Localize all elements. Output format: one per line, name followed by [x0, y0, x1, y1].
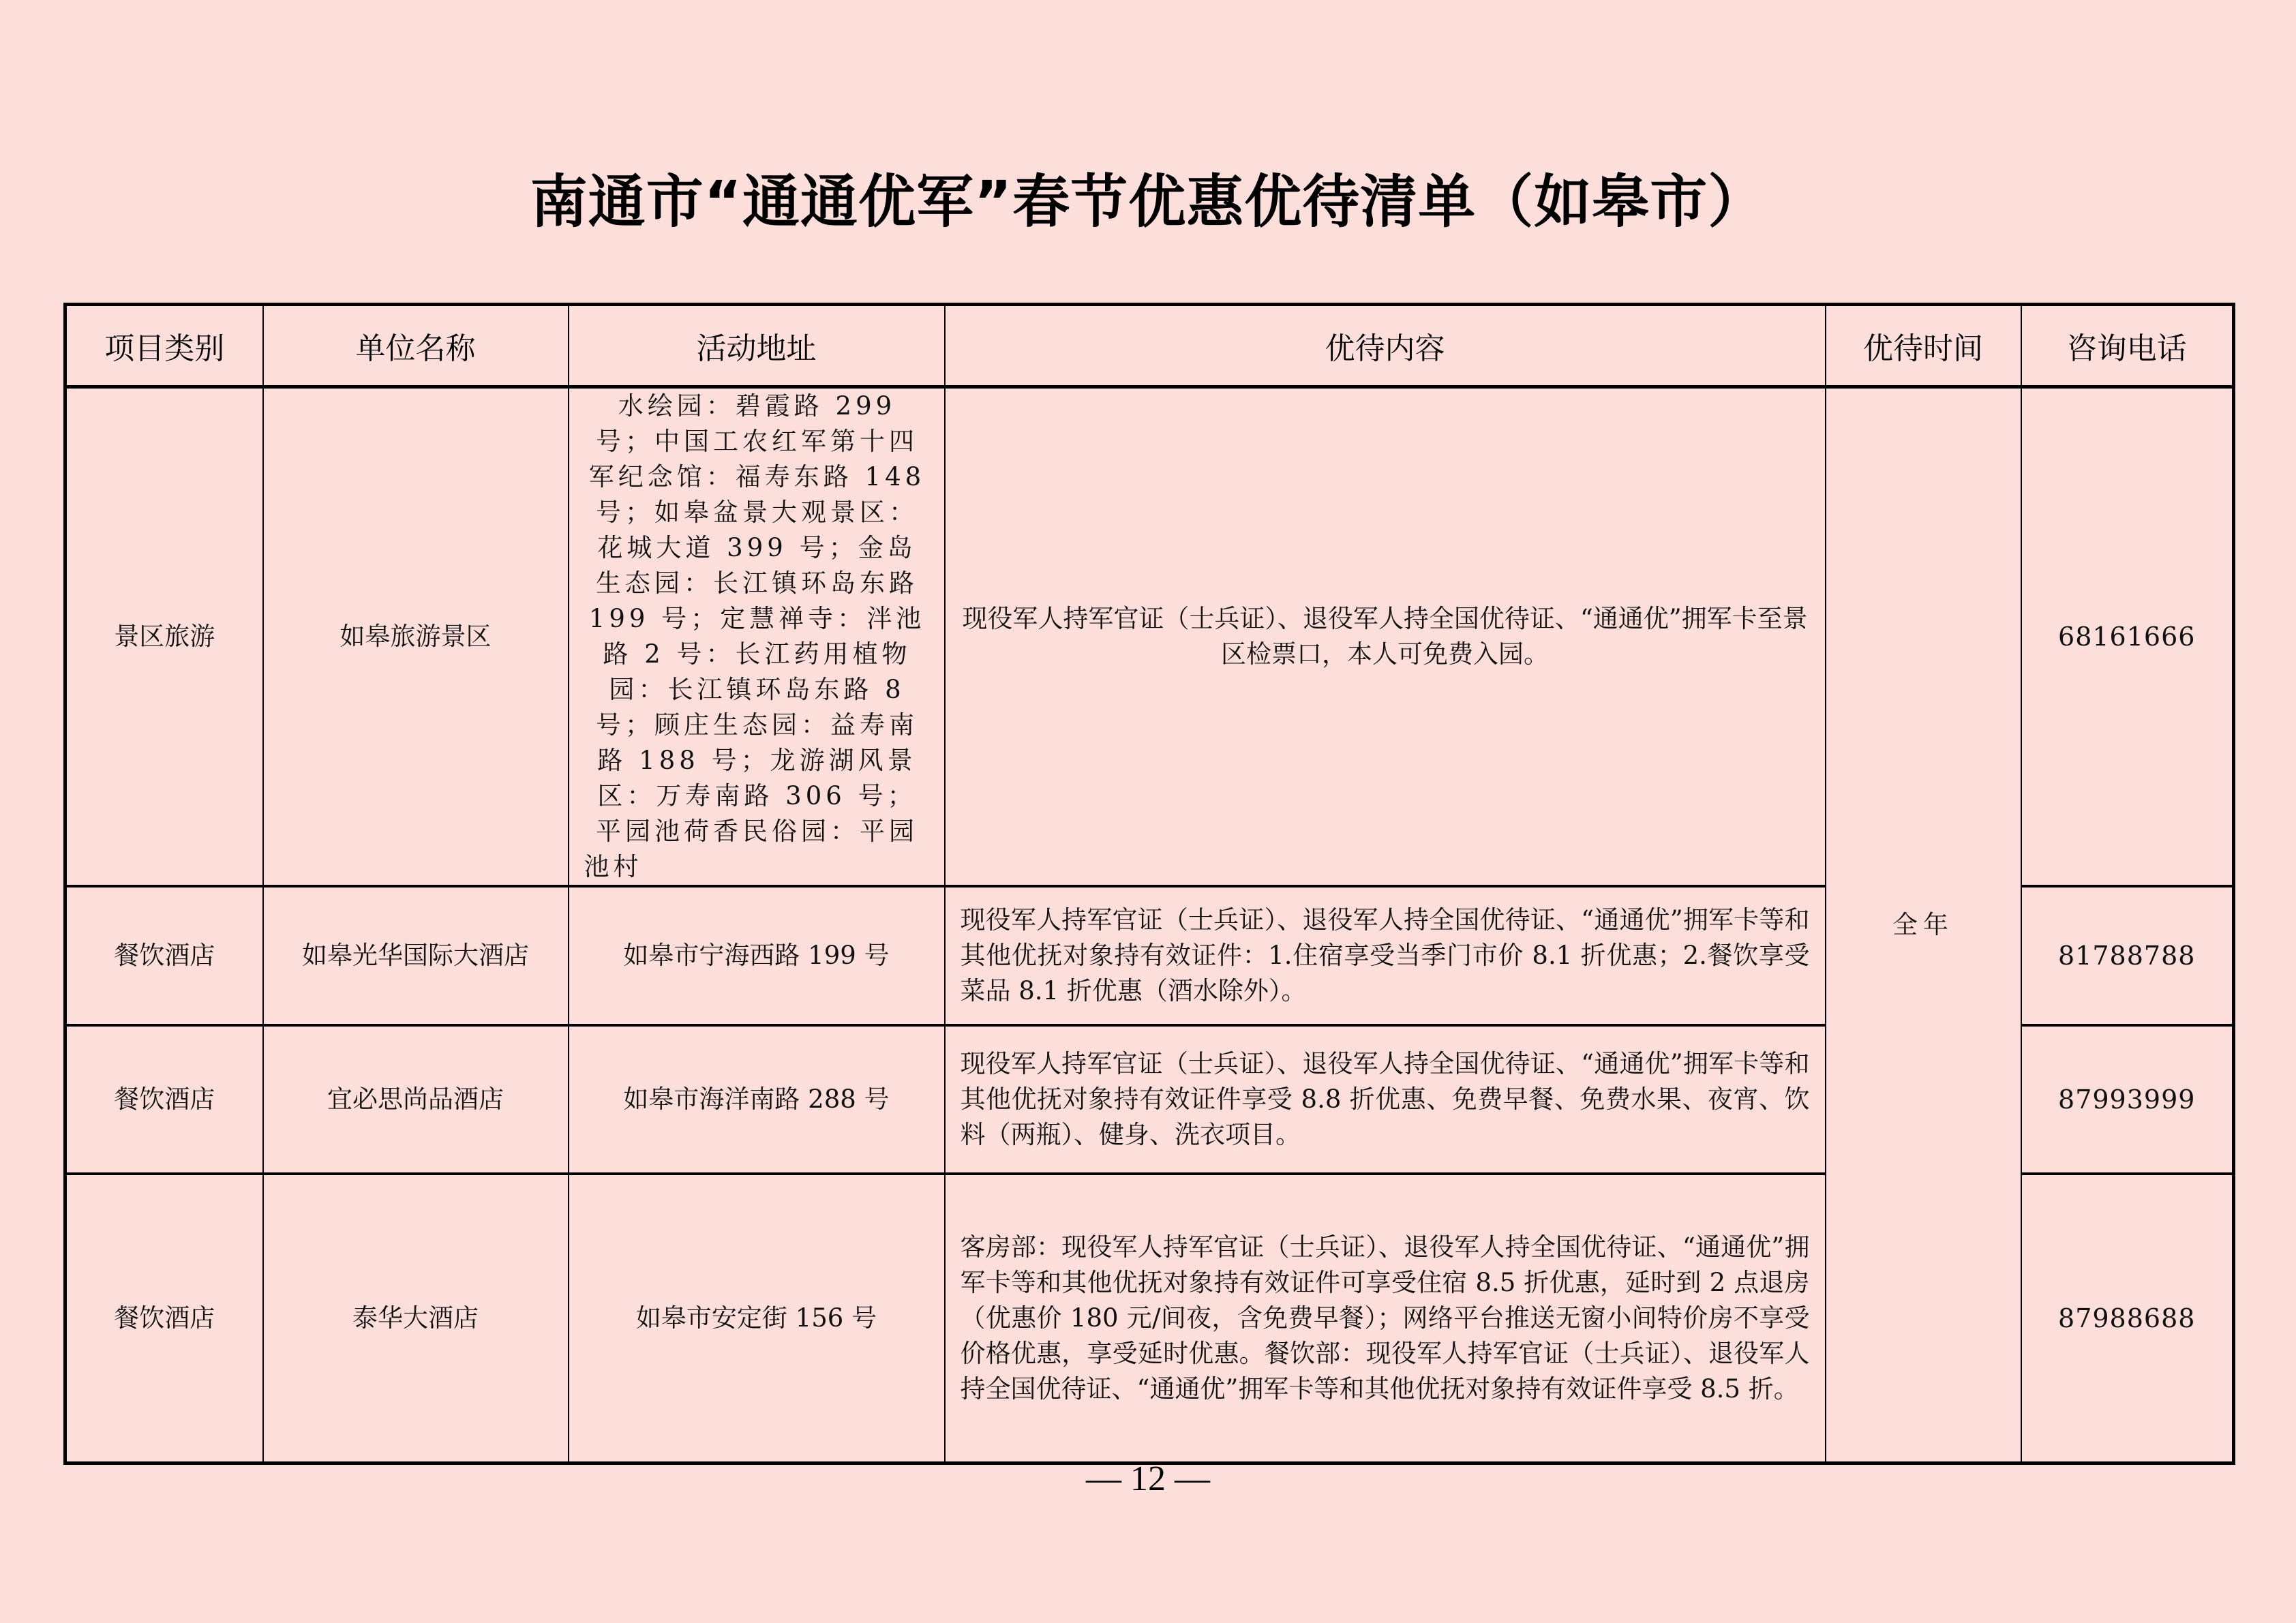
cell-address: 如皋市安定街 156 号 [569, 1174, 945, 1463]
cell-content [945, 1025, 1826, 1174]
header-time: 优待时间 [1826, 305, 2021, 387]
cell-phone: 87993999 [2021, 1025, 2234, 1174]
cell-phone: 68161666 [2021, 387, 2234, 887]
content-text: 现役军人持军官证（士兵证）、退役军人持全国优待证、“通通优”拥军卡至景区检票口，本人可免费入园。 [962, 604, 1808, 669]
header-content: 优待内容 [945, 305, 1826, 387]
content-text: 现役军人持军官证（士兵证）、退役军人持全国优待证、“通通优”拥军卡等和其他优抚对象持有效证件：1.住宿享受当季门市价 8.1 折优惠；2.餐饮享受菜品 8.1 折优惠（酒水除外）。 [960, 905, 1810, 1005]
offers-table [63, 303, 2235, 1465]
cell-unit-name: 如皋光华国际大酒店 [263, 886, 569, 1025]
table-row [65, 387, 2234, 887]
cell-phone: 87988688 [2021, 1174, 2234, 1463]
header-address: 活动地址 [569, 305, 945, 387]
cell-phone: 81788788 [2021, 886, 2234, 1025]
cell-category: 餐饮酒店 [65, 1025, 263, 1174]
cell-content [945, 387, 1826, 887]
cell-unit-name: 宜必思尚品酒店 [263, 1025, 569, 1174]
header-unit-name: 单位名称 [263, 305, 569, 387]
cell-address: 如皋市宁海西路 199 号 [569, 886, 945, 1025]
cell-category: 景区旅游 [65, 387, 263, 887]
cell-content [945, 1174, 1826, 1463]
content-text: 现役军人持军官证（士兵证）、退役军人持全国优待证、“通通优”拥军卡等和其他优抚对象持有效证件享受 8.8 折优惠、免费早餐、免费水果、夜宵、饮料（两瓶）、健身、洗衣项目。 [960, 1049, 1810, 1149]
cell-time-all-year: 全年 [1826, 387, 2021, 1463]
cell-address: 如皋市海洋南路 288 号 [569, 1025, 945, 1174]
content-text: 客房部：现役军人持军官证（士兵证）、退役军人持全国优待证、“通通优”拥军卡等和其他优抚对象持有效证件可享受住宿 8.5 折优惠，延时到 2 点退房（优惠价 180 元/间夜，含免费早餐）；网络平台推送无窗小间特价房不享受价格优惠，享受延时优惠。餐饮部：现役军人持军官证（士兵证）、退役军人持全国优待证、“通通优”拥军卡等和其他优抚对象持有效证件享受 8.5 折。 [960, 1232, 1810, 1404]
cell-address: 水绘园：碧霞路 299 号；中国工农红军第十四军纪念馆：福寿东路 148 号；如皋盆景大观景区：花城大道 399 号；金岛生态园：长江镇环岛东路 199 号；定慧禅寺：泮池路 2 号：长江药用植物园：长江镇环岛东路 8 号；顾庄生态园：益寿南路 188 号；龙游湖风景区：万寿南路 306 号；平园池荷香民俗园：平园池村 [569, 387, 945, 887]
cell-unit-name: 泰华大酒店 [263, 1174, 569, 1463]
cell-category: 餐饮酒店 [65, 886, 263, 1025]
table-header-row [65, 305, 2234, 387]
header-category: 项目类别 [65, 305, 263, 387]
cell-unit-name: 如皋旅游景区 [263, 387, 569, 887]
header-phone: 咨询电话 [2021, 305, 2234, 387]
page-number: — 12 — [1086, 1459, 1210, 1498]
cell-content [945, 886, 1826, 1025]
page-title: 南通市“通通优军”春节优惠优待清单（如皋市） [530, 168, 1766, 235]
cell-category: 餐饮酒店 [65, 1174, 263, 1463]
